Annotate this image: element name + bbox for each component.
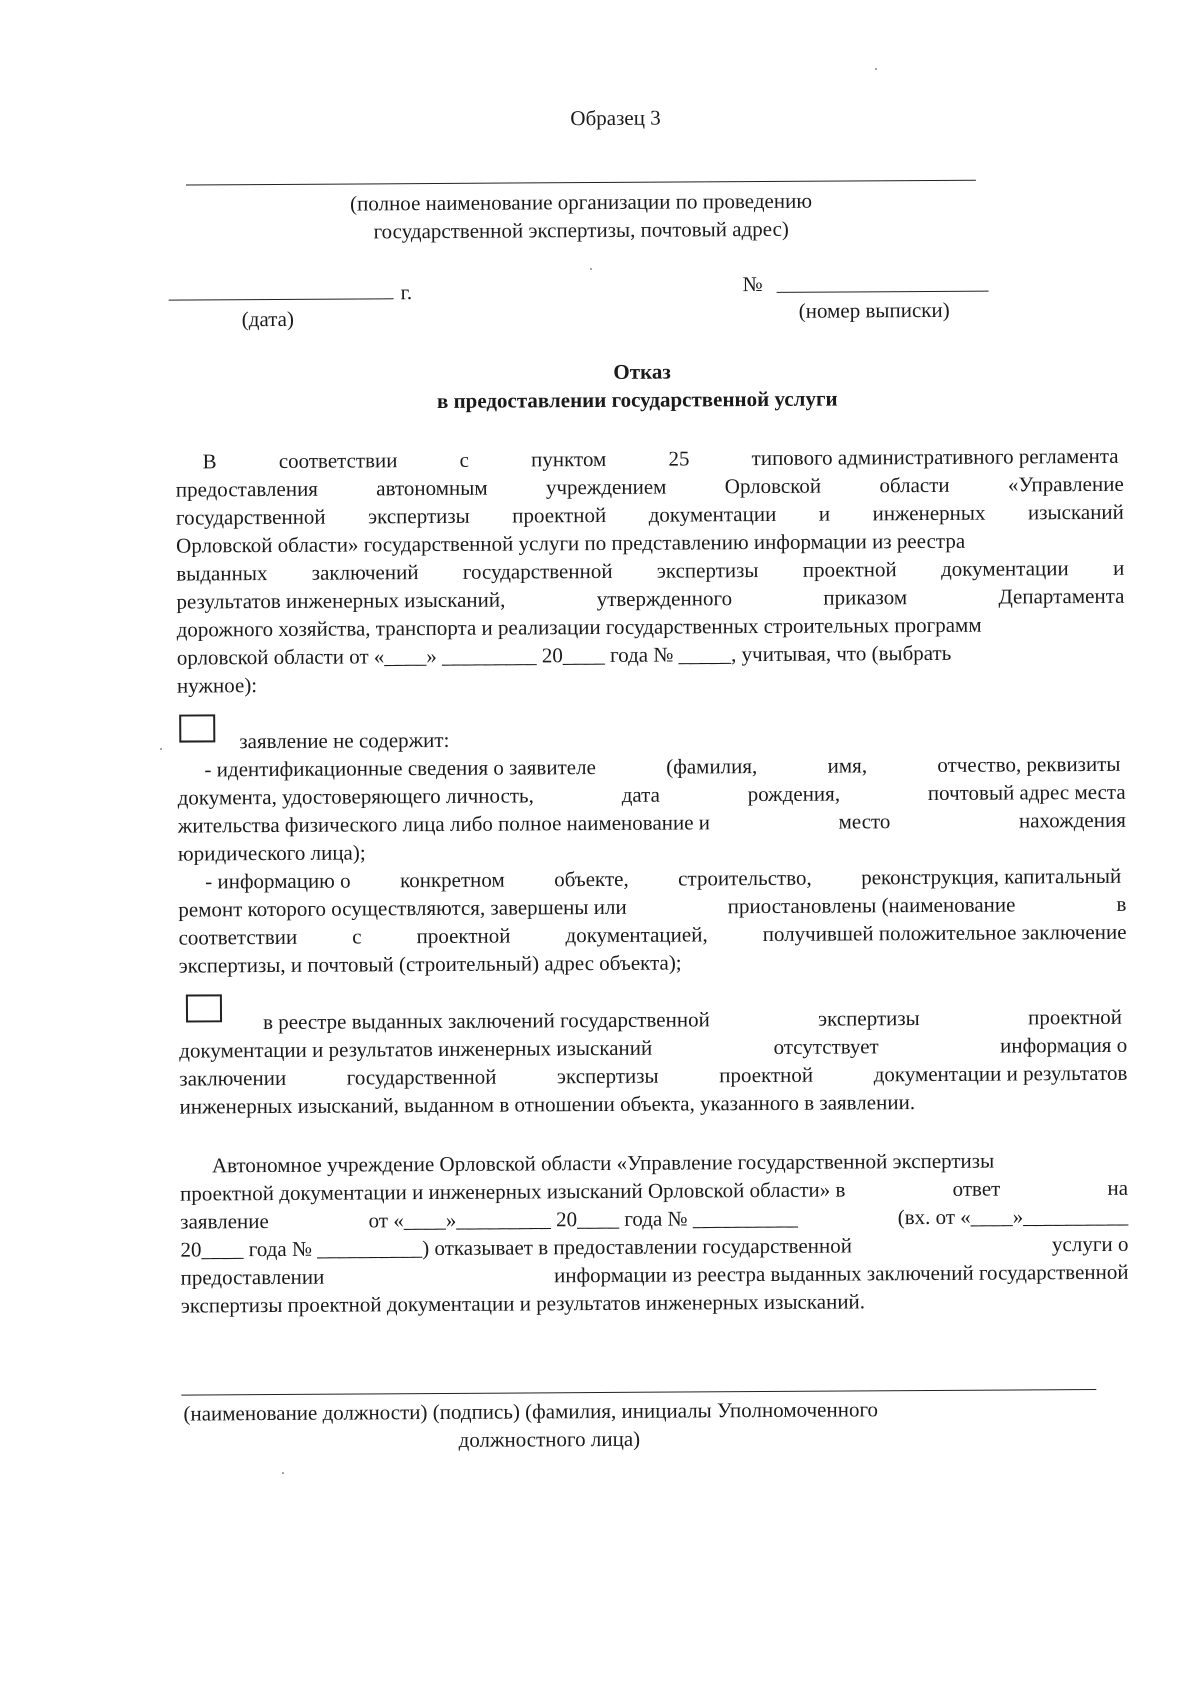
option1-item2-line3 [178, 919, 1126, 952]
text-fragment: - идентификационные сведения о заявителе [204, 755, 596, 782]
refusal-line1: Автономное учреждение Орловской области «Управление государственной экспертизы [211, 1148, 995, 1178]
text-fragment: (вх. от «____»__________ [897, 1203, 1129, 1230]
text-fragment: жительства физического лица либо полное наименование и [177, 810, 711, 838]
text-fragment: отсутствует [773, 1034, 879, 1059]
option1-item2-line1 [205, 863, 1121, 896]
text-fragment: - информацию о [205, 868, 351, 894]
text-fragment: и [818, 501, 831, 526]
text-fragment: нахождения [1018, 807, 1126, 833]
text-fragment: заключении [179, 1065, 287, 1091]
text-fragment: место [838, 809, 891, 834]
text-fragment: имя, [827, 753, 868, 778]
text-fragment: отчество, реквизиты [937, 751, 1121, 777]
text-fragment: строительство, [678, 865, 812, 891]
text-fragment: реконструкция, капитальный [861, 863, 1122, 890]
text-fragment: в реестре выданных заключений государственной [262, 1007, 710, 1035]
option1-item1-line1 [204, 751, 1120, 784]
text-fragment: с [352, 924, 362, 949]
text-fragment: проектной [1028, 1004, 1123, 1030]
option1-heading: заявление не содержит: [239, 727, 450, 754]
date-line [169, 298, 394, 300]
text-fragment: результатов инженерных изысканий, [176, 587, 506, 614]
text-fragment: выданных [176, 561, 268, 586]
text-fragment: услуги о [1051, 1231, 1129, 1257]
option2-checkbox[interactable] [186, 994, 222, 1022]
text-fragment: (фамилия, [666, 754, 758, 779]
sample-label: Образец 3 [570, 105, 661, 131]
text-fragment: В [202, 449, 217, 474]
intro-line3 [176, 499, 1124, 532]
text-fragment: проектной [416, 923, 511, 949]
org-name-line [186, 180, 976, 186]
text-fragment: проектной [719, 1062, 814, 1088]
text-fragment: учреждением [545, 474, 667, 500]
text-fragment: соответствии [178, 924, 298, 950]
text-fragment: конкретном [399, 867, 505, 893]
option2-line1 [263, 1004, 1122, 1036]
text-fragment: в [1116, 891, 1127, 916]
scan-speck [160, 748, 162, 750]
text-fragment: экспертизы [656, 558, 759, 583]
text-fragment: государственной [175, 504, 326, 530]
text-fragment: Орловской [724, 473, 822, 499]
text-fragment: ремонт которого осуществляются, завершены или [178, 894, 627, 922]
option2-line2 [179, 1032, 1127, 1065]
text-fragment: документа, удостоверяющего личность, [177, 783, 534, 810]
intro-line8: орловской области от «____» _________ 20____ года № _____, учитывая, что (выбрать [176, 640, 952, 670]
option2-line4: инженерных изысканий, выданном в отношении объекта, указанного в заявлении. [179, 1090, 916, 1119]
text-fragment: ответ [952, 1176, 1001, 1201]
text-fragment: документации [940, 556, 1069, 581]
scan-speck [875, 68, 877, 70]
option1-item1-line4: юридического лица); [177, 840, 366, 866]
option1-item2-line4: экспертизы, и почтовый (строительный) адрес объекта); [178, 950, 682, 978]
text-fragment: автономным [376, 475, 488, 501]
text-fragment: проектной [802, 557, 897, 582]
text-fragment: дата [621, 782, 660, 807]
text-fragment: государственной [462, 558, 613, 584]
scan-speck [590, 268, 592, 270]
intro-line6 [176, 583, 1124, 616]
text-fragment: документацией, [565, 922, 708, 948]
text-fragment: объекте, [554, 866, 629, 892]
org-caption-line1: (полное наименование организации по проведению [350, 188, 813, 216]
text-fragment: с [459, 447, 470, 472]
text-fragment: документации и результатов [873, 1060, 1128, 1087]
text-fragment: экспертизы [818, 1006, 920, 1031]
text-fragment: получившей положительное заключение [762, 919, 1127, 947]
number-line [777, 291, 989, 293]
text-fragment: от «____»_________ 20____ года № __________ [368, 1205, 798, 1233]
number-prefix: № [742, 271, 763, 297]
date-suffix: г. [400, 280, 413, 305]
text-fragment: экспертизы [368, 503, 470, 529]
scan-speck [282, 1472, 284, 1474]
text-fragment: и [1112, 555, 1125, 580]
text-fragment: 20____ года № __________) отказывает в предоставлении государственной [180, 1233, 853, 1262]
text-fragment: утвержденного [596, 586, 733, 612]
text-fragment: заключений [311, 560, 419, 585]
text-fragment: предоставлении [180, 1264, 325, 1290]
text-fragment: типового административного регламента [751, 443, 1119, 471]
text-fragment: «Управление [1007, 471, 1124, 497]
text-fragment: Департамента [998, 583, 1125, 609]
text-fragment: документации [648, 501, 777, 527]
intro-line4: Орловской области» государственной услуги по представлению информации из реестра [176, 528, 966, 558]
text-fragment: государственной [346, 1064, 497, 1090]
signature-line [181, 1389, 1096, 1396]
signature-caption-line2: должностного лица) [458, 1426, 641, 1452]
option2-line3 [179, 1060, 1127, 1093]
text-fragment: 25 [668, 446, 690, 471]
intro-line9: нужное): [176, 673, 258, 698]
text-fragment: пунктом [531, 446, 607, 472]
refusal-line2 [180, 1175, 1128, 1208]
title-line2: в предоставлении государственной услуги [436, 386, 838, 413]
refusal-line6: экспертизы проектной документации и результатов инженерных изысканий. [180, 1289, 866, 1318]
text-fragment: соответствии [278, 448, 398, 473]
intro-line1 [203, 443, 1119, 476]
date-caption: (дата) [241, 306, 295, 332]
text-fragment: на [1107, 1175, 1129, 1200]
org-caption-line2: государственной экспертизы, почтовый адрес) [373, 216, 789, 244]
text-fragment: информации из реестра выданных заключений государственной [553, 1259, 1129, 1288]
text-fragment: проектной [512, 502, 607, 528]
text-fragment: изысканий [1027, 499, 1124, 525]
option1-item1-line3 [178, 807, 1126, 840]
text-fragment: экспертизы [556, 1063, 659, 1089]
text-fragment: рождения, [747, 781, 841, 807]
title-line1: Отказ [613, 359, 671, 384]
intro-line7: дорожного хозяйства, транспорта и реализации государственных строительных программ [176, 612, 982, 642]
text-fragment: информация о [999, 1032, 1128, 1058]
refusal-line5 [181, 1259, 1129, 1292]
text-fragment: заявление [180, 1209, 269, 1234]
option1-checkbox[interactable] [179, 714, 215, 742]
signature-caption-line1: (наименование должности) (подпись) (фамилия, инициалы Уполномоченного [183, 1397, 879, 1426]
text-fragment: предоставления [175, 476, 319, 502]
text-fragment: области [879, 472, 950, 498]
number-caption: (номер выписки) [798, 297, 950, 323]
text-fragment: приостановлены (наименование [727, 892, 1016, 919]
text-fragment: проектной документации и инженерных изысканий Орловской области» в [180, 1177, 846, 1206]
text-fragment: приказом [823, 585, 908, 610]
text-fragment: документации и результатов инженерных изысканий [179, 1035, 653, 1063]
refusal-line3 [180, 1203, 1128, 1236]
refusal-line4 [180, 1231, 1128, 1264]
text-fragment: инженерных [872, 500, 986, 526]
text-fragment: почтовый адрес места [927, 779, 1126, 805]
